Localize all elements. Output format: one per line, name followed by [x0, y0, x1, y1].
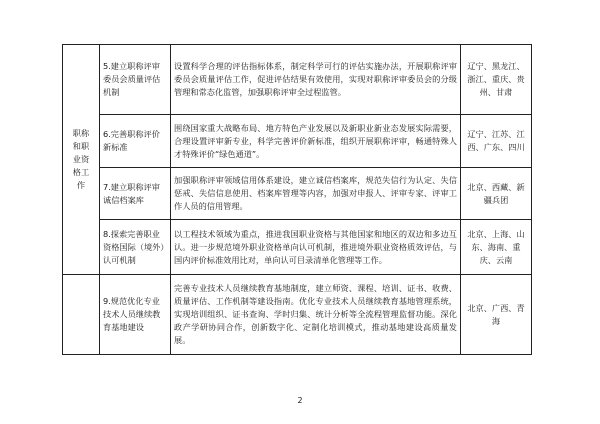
description-cell [171, 275, 461, 355]
category-cell-empty [63, 275, 100, 355]
item-title: 8.探索完善职业资格国际（境外）认可机制 [103, 228, 165, 265]
item-provinces: 北京、广西、青海 [467, 302, 525, 326]
provinces-cell [461, 45, 532, 115]
provinces-cell [461, 220, 532, 275]
item-provinces: 北京、上海、山东、海南、重庆、云南 [467, 228, 525, 265]
item-cell [100, 220, 171, 275]
item-description: 以工程技术领域为重点，推进我国职业资格与其他国家和地区的双边和多边互认。进一步规范境外职业资格单向认可机制，推进境外职业资格质效评估，与国内评价标准效用比对，单向认可目录清单化管理等工作。 [174, 228, 457, 265]
table-row [63, 220, 532, 275]
item-title: 9.规范优化专业技术人员继续教育基地建设 [103, 296, 161, 332]
item-title: 5.建立职称评审委员会质量评估机制 [103, 61, 161, 97]
item-provinces: 北京、西藏、新疆兵团 [467, 181, 525, 205]
item-description: 设置科学合理的评估指标体系，制定科学可行的评估实施办法，开展职称评审委员会质量评估工作，促进评估结果有效使用，实现对职称评审委员会的分级管理和常态化监管，加强职称评审全过程监管。 [174, 61, 457, 97]
item-description: 加强职称评审领域信用体系建设，建立诚信档案库，规范失信行为认定、失信惩戒、失信信息使用、档案库管理等内容，加强对申报人、评审专家、评审工作人员的信用管理。 [174, 175, 457, 211]
item-description: 完善专业技术人员继续教育基地制度，建立师资、课程、培训、证书、收费、质量评估、工作机制等建设指南。优化专业技术人员继续教育基地管理系统，实现培训组织、证书查询、学时归集、统计分析等全流程管理监督功能。深化政产学研协同合作，创新数字化、定制化培训模式，推动基地建设高质量发展。 [174, 283, 457, 345]
table-row [63, 45, 532, 115]
description-cell [171, 115, 461, 168]
item-cell [100, 115, 171, 168]
page-number: 2 [297, 396, 303, 405]
item-cell [100, 275, 171, 355]
item-title: 6.完善职称评价新标准 [103, 129, 160, 152]
item-title: 7.建立职称评审诚信档案库 [103, 181, 160, 205]
description-cell [171, 45, 461, 115]
provinces-cell [461, 275, 532, 355]
provinces-cell [461, 168, 532, 220]
work-items-table [62, 44, 532, 355]
item-cell [100, 168, 171, 220]
item-description: 围绕国家重大战略布局、地方特色产业发展以及新职业新业态发展实际需要，合理设置评审新专业，科学完善评价新标准，组织开展职称评审，畅通特殊人才特殊评价“绿色通道”。 [174, 122, 457, 159]
table-row [63, 115, 532, 168]
category-cell [63, 45, 100, 275]
category-label: 职称和职业资格工作 [72, 128, 90, 190]
provinces-cell [461, 115, 532, 168]
item-provinces: 辽宁、江苏、江西、广东、四川 [467, 129, 525, 152]
table-row [63, 275, 532, 355]
item-provinces: 辽宁、黑龙江、浙江、重庆、贵州、甘肃 [467, 61, 525, 97]
item-cell [100, 45, 171, 115]
description-cell [171, 168, 461, 220]
table-row [63, 168, 532, 220]
description-cell [171, 220, 461, 275]
